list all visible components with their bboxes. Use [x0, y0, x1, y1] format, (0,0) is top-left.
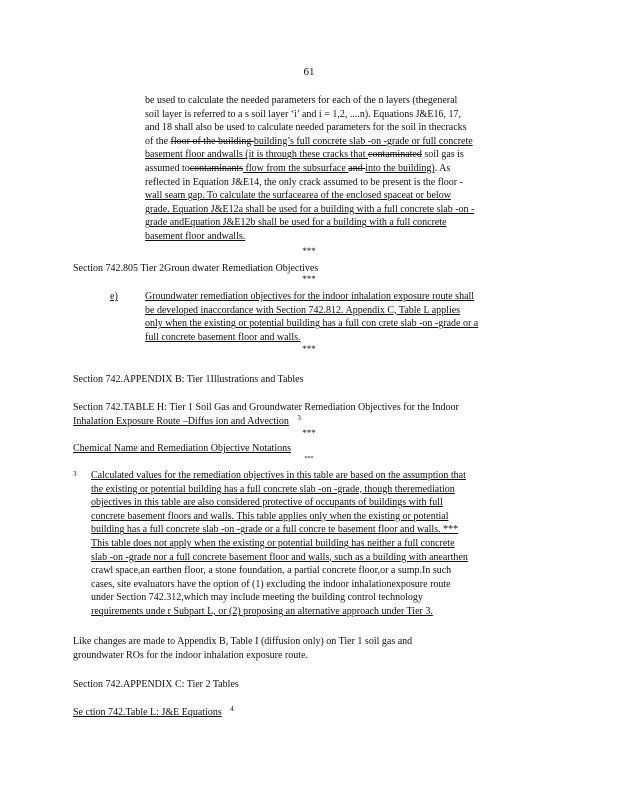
text-segment: into the building) — [365, 162, 435, 174]
text-segment: and — [348, 162, 366, 174]
footnote-line: concrete basement floors and walls. This table applies only when the existing or potential — [91, 510, 449, 522]
footnote-line: crawl space,an earthen floor, a stone foundation, a partial concrete floor,or a sump.In such — [91, 565, 452, 577]
footnote-reference-3: 3 — [297, 413, 301, 422]
footnote-line: Calculated values for the remediation objectives in this table are based on the assumption that — [91, 470, 466, 481]
text-segment: wall seam gap. To calculate the surfacearea of the enclosed spaceat or below — [145, 190, 451, 202]
separator-stars-small: *** — [304, 456, 314, 462]
footnote-line: objectives in this table are also considered protective of occupants of buildings with full — [91, 497, 443, 509]
section-table-h-heading-line1: Section 742.TABLE H: Tier 1 Soil Gas and Groundwater Remediation Objectives for the Indoor — [73, 402, 459, 413]
text-segment: contaminants — [189, 162, 244, 174]
paragraph-line — [145, 216, 540, 230]
text-segment: of the — [145, 135, 171, 147]
paragraph-line — [145, 148, 540, 162]
text-segment: soil gas is — [421, 149, 464, 161]
text-segment: floor of the building — [170, 135, 254, 147]
footnote-line: requirements unde r Subpart L, or (2) proposing an alternative approach under Tier 3. — [91, 605, 433, 617]
page-number: 61 — [303, 66, 315, 78]
paragraph-line — [145, 230, 540, 244]
footnote-reference-4: 4 — [230, 704, 234, 713]
paragraph-line — [145, 162, 540, 176]
separator-stars: *** — [302, 344, 316, 354]
text-segment: contaminated — [368, 149, 422, 161]
paragraph-line — [145, 135, 540, 149]
table-l-title: Se ction 742.Table L: J&E Equations — [73, 707, 222, 718]
paragraph-line — [145, 176, 540, 190]
footnote-line: the existing or potential building has a full concrete slab -on -grade, though theremediation — [91, 483, 455, 495]
text-segment: grade andEquation J&E12b shall be used for a building with a full concrete — [145, 217, 447, 229]
text-segment: flow from the subsurface — [243, 162, 349, 174]
item-e-line: only when the existing or potential building has a full con crete slab -on -grade or a — [145, 318, 479, 330]
footnote-line: This table does not apply when the existing or potential building has neither a full concrete — [91, 537, 455, 549]
paragraph-line — [145, 94, 540, 108]
text-segment: . As — [434, 162, 451, 174]
footnote-line: slab -on -grade nor a full concrete basement floor and walls, such as a building with anearthen — [91, 551, 468, 563]
item-e-line: full concrete basement floor and walls. — [145, 331, 301, 343]
text-segment: assumed to — [145, 162, 190, 174]
section-appendix-c-heading: Section 742.APPENDIX C: Tier 2 Tables — [73, 679, 239, 690]
text-segment: building’s full concrete slab -on -grade or full concrete — [253, 135, 473, 147]
paragraph-line — [145, 203, 540, 217]
separator-stars: *** — [302, 246, 316, 256]
text-segment: soil layer is referred to a s soil layer ‘i’ and i = 1,2, ....n). Equations J&E16, 17, — [145, 108, 461, 120]
like-changes-line2: groundwater ROs for the indoor inhalation exposure route. — [73, 650, 308, 661]
text-segment: and 18 shall also be used to calculate needed parameters for the soil in thecracks — [145, 122, 467, 134]
document-page: 61 be used to calculate the needed parameters for each of the n layers (thegeneral soil layer is referred to a s soil layer ‘i’ and i = 1,2, ....n). Equations J&E16, 17, and 18 shall also be used to calculate needed parameters for the soil in thecracks of the floor of the building building’s full concrete slab -on -grade or full concrete basement floor andwalls (it is through these cracks that contaminated soil gas is assumed tocontaminants flow from the subsurface and into the building). As reflected in Equation J&E14, the only crack assumed to be present is the floor - wall seam gap. To calculate the surfacearea of the enclosed spaceat or below grade. Equation J&E12a shall be used for a building with a full concrete slab -on - grade andEquation J&E12b shall be used for a building with a full concrete basement floor andwalls. *** Section 742.805 Tier 2Groun dwater Remediation Objectives *** e) Groundwater remediation objectives for the indoor inhalation exposure route shall be developed inaccordance with Section 742.812. Appendix C, Table L applies only when the existing or potential building has a full con crete slab -on -grade or a full concrete basement floor and walls. *** Section 742.APPENDIX B: Tier 1Illustrations and Tables Section 742.TABLE H: Tier 1 Soil Gas and Groundwater Remediation Objectives for the Indoor Inhalation Exposure Route –Diffus ion and Advection $^3$ *** Chemical Name and Remediation Objective Notations *** 3 Calculated values for the remediation objectives in this table are based on the assumption that the existing or potential building has a full concrete slab -on -grade, though theremediation objectives in this table are also considered protective of occupants of buildings with full concrete basement floors and walls. This table applies only when the existing or potential building has a full concrete slab -on -grade or a full concre te basement floor and walls. *** This table does not apply when the existing or potential building has neither a full concrete slab -on -grade nor a full concrete basement floor and walls, such as a building with anearthen crawl space,an earthen floor, a stone foundation, a partial concrete floor,or a sump.In such cases, site evaluators have the option of (1) excluding the indoor inhalationexposure route under Section 742.312,which may include meeting the building control technology requirements unde r Subpart L, or (2) proposing an alternative approach under Tier 3. Like changes are made to Appendix B, Table I (diffusion only) on Tier 1 soil gas and groundwater ROs for the indoor inhalation exposure route. Section 742.APPENDIX C: Tier 2 Tables Se ction 742.Table L: J&E Equations $^4$ — [0, 0, 618, 800]
footnote-line: under Section 742.312,which may include meeting the building control technology — [91, 592, 423, 604]
table-h-title-part2: Inhalation Exposure Route –Diffus ion and Advection — [73, 416, 289, 427]
item-e-paragraph — [145, 290, 540, 344]
text-segment: be used to calculate the needed parameters for each of the n layers (thegeneral — [145, 95, 458, 106]
separator-stars: *** — [302, 274, 316, 284]
text-segment: reflected in Equation J&E14, the only crack assumed to be present is the floor - — [145, 176, 463, 188]
paragraph-line — [145, 189, 540, 203]
footnote-line: cases, site evaluators have the option of (1) excluding the indoor inhalationexposure route — [91, 578, 451, 590]
chemical-name-heading: Chemical Name and Remediation Objective Notations — [73, 443, 291, 454]
paragraph-line — [145, 121, 540, 135]
item-e-label: e) — [110, 291, 118, 302]
section-appendix-b-heading: Section 742.APPENDIX B: Tier 1Illustrations and Tables — [73, 374, 304, 385]
text-segment: basement floor andwalls — [145, 149, 246, 161]
like-changes-line1: Like changes are made to Appendix B, Table I (diffusion only) on Tier 1 soil gas and — [73, 636, 413, 647]
separator-stars: *** — [302, 428, 316, 438]
text-segment: basement floor andwalls. — [145, 230, 246, 242]
footnote-paragraph — [91, 469, 543, 619]
section-742-805-heading: Section 742.805 Tier 2Groun dwater Remediation Objectives — [73, 263, 319, 274]
text-segment: (it is through these cracks that — [245, 149, 368, 161]
text-segment: grade. Equation J&E12a shall be used for a building with a full concrete slab -on - — [145, 203, 475, 215]
item-e-line: Groundwater remediation objectives for the indoor inhalation exposure route shall — [145, 291, 475, 302]
paragraph-line — [145, 108, 540, 122]
item-e-line: be developed inaccordance with Section 742.812. Appendix C, Table L applies — [145, 304, 461, 316]
section-table-l-heading — [73, 706, 234, 720]
footnote-line: building has a full concrete slab -on -grade or a full concre te basement floor and walls. *** — [91, 524, 459, 536]
paragraph-layers — [145, 94, 540, 244]
